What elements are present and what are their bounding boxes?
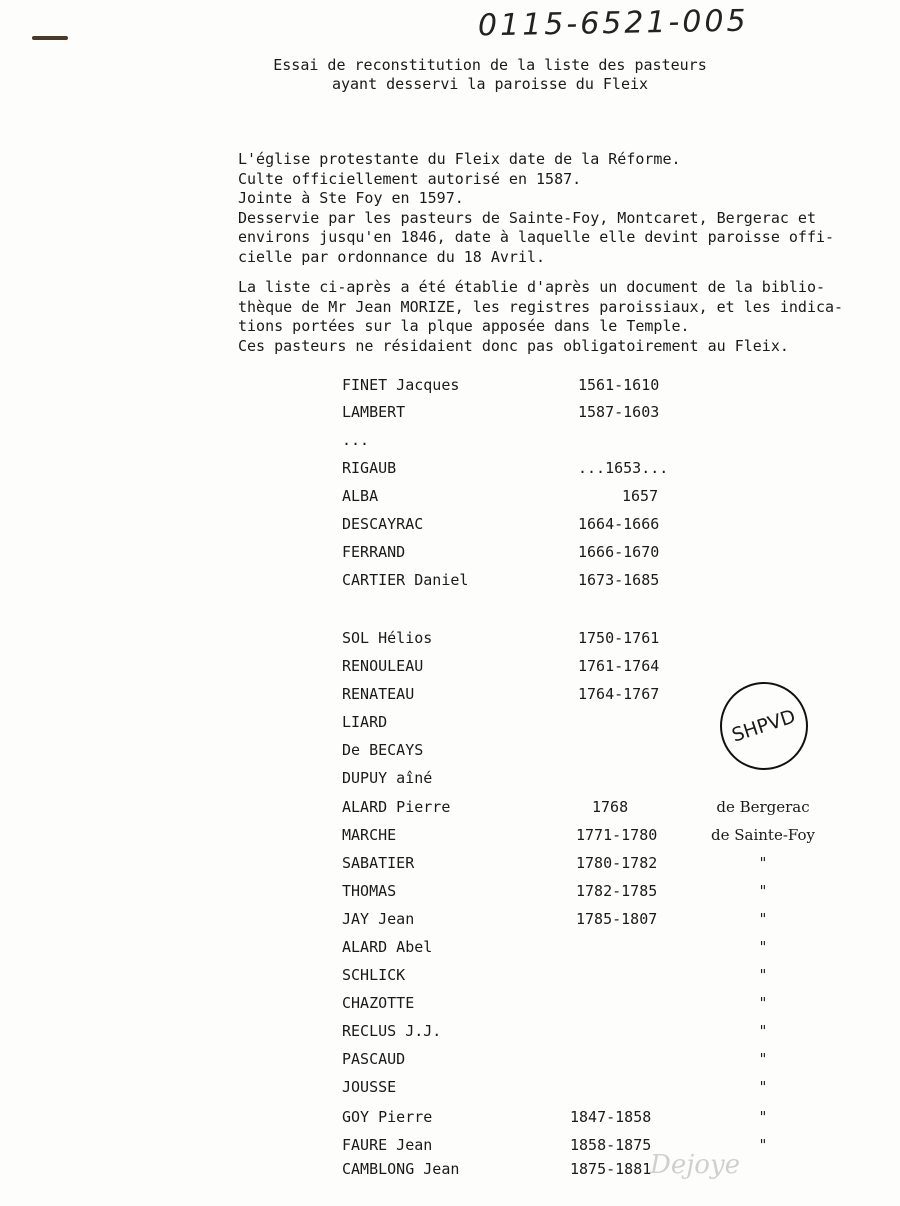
intro-line: cielle par ordonnance du 18 Avril. xyxy=(238,247,546,266)
pastor-row xyxy=(0,487,900,509)
pastor-dates: 1858-1875 xyxy=(570,1136,652,1154)
pastor-dates: 1780-1782 xyxy=(576,854,658,872)
pastor-name: JAY Jean xyxy=(342,910,415,928)
pastor-row xyxy=(0,1160,900,1182)
pastor-row xyxy=(0,994,900,1016)
pastor-dates: 1785-1807 xyxy=(576,910,658,928)
pastor-row xyxy=(0,629,900,651)
intro-line: Jointe à Ste Foy en 1597. xyxy=(238,189,464,207)
shpvd-stamp xyxy=(720,682,808,770)
pastor-name: CHAZOTTE xyxy=(342,994,415,1012)
pastor-dates: 1664-1666 xyxy=(578,515,660,533)
pastor-name: RIGAUB xyxy=(342,459,397,477)
stamp-text: SHPVD xyxy=(729,705,799,747)
pastor-name: DUPUY aîné xyxy=(342,769,433,787)
intro-line: tions portées sur la plque apposée dans le Temple. xyxy=(238,317,690,335)
pastor-name: RENATEAU xyxy=(342,685,415,703)
pastor-name: LAMBERT xyxy=(342,403,406,421)
pastor-name: ALBA xyxy=(342,487,379,505)
pastor-row xyxy=(0,854,900,876)
pastor-row xyxy=(0,826,900,848)
pastor-name: DESCAYRAC xyxy=(342,515,424,533)
pastor-dates: 1657 xyxy=(622,487,659,505)
intro-line: Culte officiellement autorisé en 1587. xyxy=(238,169,582,188)
pastor-row xyxy=(0,657,900,679)
pastor-row xyxy=(0,769,900,791)
pastor-row xyxy=(0,459,900,481)
pastor-name: JOUSSE xyxy=(342,1078,397,1096)
pastor-note: " xyxy=(759,910,767,928)
pastor-dates: 1561-1610 xyxy=(578,376,660,394)
pastor-note: " xyxy=(759,1108,767,1126)
pastor-row xyxy=(0,515,900,537)
pastor-dates: 1847-1858 xyxy=(570,1108,652,1126)
pastor-note: de Bergerac xyxy=(716,798,810,816)
pastor-note: " xyxy=(759,1136,767,1154)
pastor-dates: 1764-1767 xyxy=(578,685,660,703)
pastor-row xyxy=(0,1136,900,1158)
intro-line: thèque de Mr Jean MORIZE, les registres paroissiaux, et les indica- xyxy=(238,297,844,316)
pastor-name: SCHLICK xyxy=(342,966,406,984)
pastor-dates: ...1653... xyxy=(578,459,669,477)
pastor-row xyxy=(0,1108,900,1130)
handwritten-signature: Dejoye xyxy=(650,1150,741,1180)
pastor-row xyxy=(0,376,900,398)
pastor-row xyxy=(0,882,900,904)
pastor-name: De BECAYS xyxy=(342,741,424,759)
pastor-name: ALARD Pierre xyxy=(342,798,451,816)
pastor-row xyxy=(0,403,900,425)
intro-line: La liste ci-après a été établie d'après un document de la biblio- xyxy=(238,278,825,296)
document-reference: 0115-6521-005 xyxy=(477,3,749,44)
pastor-name: CARTIER Daniel xyxy=(342,571,469,589)
pastor-name: SOL Hélios xyxy=(342,629,433,647)
pastor-name: FERRAND xyxy=(342,543,406,561)
pastor-name: GOY Pierre xyxy=(342,1108,433,1126)
pastor-row xyxy=(0,798,900,820)
pastor-name: RENOULEAU xyxy=(342,657,424,675)
intro-line: L'église protestante du Fleix date de la Réforme. xyxy=(238,150,681,168)
pastor-dates: 1587-1603 xyxy=(578,403,660,421)
pastor-name: CAMBLONG Jean xyxy=(342,1160,460,1178)
pastor-note: de Sainte-Foy xyxy=(711,826,815,844)
pastor-name: PASCAUD xyxy=(342,1050,406,1068)
pastor-name: FAURE Jean xyxy=(342,1136,433,1154)
pastor-note: " xyxy=(759,966,767,984)
pastor-note: " xyxy=(759,882,767,900)
pastor-dates: 1875-1881 xyxy=(570,1160,652,1178)
pastor-note: " xyxy=(759,1050,767,1068)
pastor-name: SABATIER xyxy=(342,854,415,872)
pastor-name: ... xyxy=(342,431,370,449)
intro-line: environs jusqu'en 1846, date à laquelle elle devint paroisse offi- xyxy=(238,228,835,246)
pastor-dates: 1768 xyxy=(592,798,629,816)
pastor-dates: 1666-1670 xyxy=(578,543,660,561)
pastor-row xyxy=(0,571,900,593)
pastor-dates: 1782-1785 xyxy=(576,882,658,900)
pastor-note: " xyxy=(759,1022,767,1040)
pastor-name: ALARD Abel xyxy=(342,938,433,956)
title-line-1: Essai de reconstitution de la liste des pasteurs xyxy=(273,56,707,74)
pastor-name: RECLUS J.J. xyxy=(342,1022,442,1040)
pastor-row xyxy=(0,1022,900,1044)
pastor-name: FINET Jacques xyxy=(342,376,460,394)
pastor-row xyxy=(0,966,900,988)
pastor-name: THOMAS xyxy=(342,882,397,900)
pastor-row xyxy=(0,543,900,565)
title-line-2: ayant desservi la paroisse du Fleix xyxy=(331,75,649,93)
pastor-row xyxy=(0,1050,900,1072)
pastor-dates: 1750-1761 xyxy=(578,629,660,647)
pastor-note: " xyxy=(759,854,767,872)
pastor-row xyxy=(0,938,900,960)
pastor-row xyxy=(0,910,900,932)
pastor-dates: 1761-1764 xyxy=(578,657,660,675)
intro-line: Ces pasteurs ne résidaient donc pas obligatoirement au Fleix. xyxy=(238,336,789,355)
pastor-name: MARCHE xyxy=(342,826,397,844)
pastor-note: " xyxy=(759,1078,767,1096)
pastor-row xyxy=(0,1078,900,1100)
pastor-dates: 1673-1685 xyxy=(578,571,660,589)
pastor-note: " xyxy=(759,938,767,956)
pastor-note: " xyxy=(759,994,767,1012)
pastor-name: LIARD xyxy=(342,713,388,731)
intro-line: Desservie par les pasteurs de Sainte-Foy, Montcaret, Bergerac et xyxy=(238,208,816,227)
pastor-row xyxy=(0,431,900,453)
pastor-dates: 1771-1780 xyxy=(576,826,658,844)
